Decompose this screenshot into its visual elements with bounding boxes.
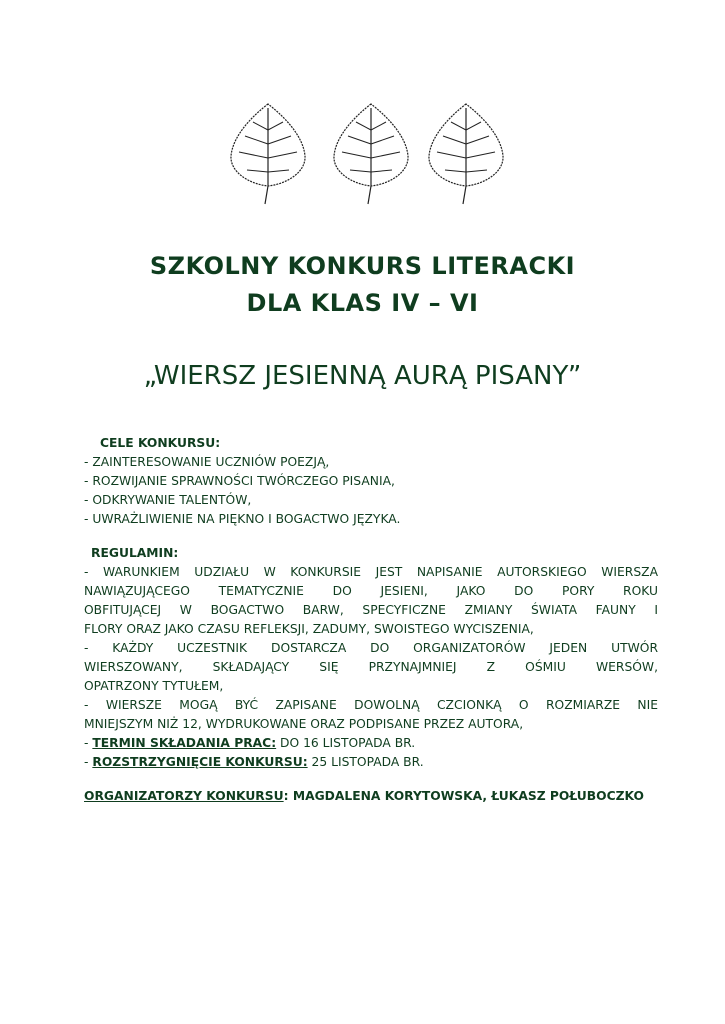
goal-item: - ROZWIJANIE SPRAWNOŚCI TWÓRCZEGO PISANIA,: [84, 474, 395, 488]
results-label: ROZSTRZYGNIĘCIE KONKURSU:: [92, 755, 308, 769]
deadline-value: DO 16 LISTOPADA BR.: [276, 736, 416, 750]
leaf-icon: [330, 100, 412, 230]
rule-line: - WARUNKIEM UDZIAŁU W KONKURSIE JEST NAPISANIE AUTORSKIEGO WIERSZA: [84, 565, 658, 579]
goals-heading: CELE KONKURSU:: [100, 436, 221, 450]
goal-item: - UWRAŻLIWIENIE NA PIĘKNO I BOGACTWO JĘZYKA.: [84, 512, 401, 526]
leaf-icon: [227, 100, 309, 230]
rule-line: OBFITUJĄCEJ W BOGACTWO BARW, SPECYFICZNE ZMIANY ŚWIATA FAUNY I: [84, 603, 658, 617]
contest-grades: DLA KLAS IV – VI: [246, 289, 479, 317]
rule-line: MNIEJSZYM NIŻ 12, WYDRUKOWANE ORAZ PODPISANE PRZEZ AUTORA,: [84, 717, 524, 731]
organizers-colon: :: [283, 789, 289, 803]
rule-line: WIERSZOWANY, SKŁADAJĄCY SIĘ PRZYNAJMNIEJ Z OŚMIU WERSÓW,: [84, 660, 658, 674]
rules-heading: REGULAMIN:: [91, 546, 179, 560]
organizers-line: [84, 787, 658, 806]
results-line: [84, 753, 658, 772]
deadline-line: [84, 734, 658, 753]
deadline-prefix: -: [84, 736, 93, 750]
leaf-icon: [425, 100, 507, 230]
contest-theme: „WIERSZ JESIENNĄ AURĄ PISANY”: [143, 361, 582, 391]
organizers-label: ORGANIZATORZY KONKURSU: [84, 789, 284, 803]
results-prefix: -: [84, 755, 93, 769]
rule-line: - WIERSZE MOGĄ BYĆ ZAPISANE DOWOLNĄ CZCIONKĄ O ROZMIARZE NIE: [84, 698, 658, 712]
leaf-decoration: [0, 100, 725, 235]
results-value: 25 LISTOPADA BR.: [307, 755, 424, 769]
goal-item: - ODKRYWANIE TALENTÓW,: [84, 493, 252, 507]
goal-item: - ZAINTERESOWANIE UCZNIÓW POEZJĄ,: [84, 455, 330, 469]
rule-line: NAWIĄZUJĄCEGO TEMATYCZNIE DO JESIENI, JAKO DO PORY ROKU: [84, 584, 658, 598]
contest-title: SZKOLNY KONKURS LITERACKI: [149, 252, 576, 280]
organizers-names: MAGDALENA KORYTOWSKA, ŁUKASZ POŁUBOCZKO: [288, 789, 644, 803]
rule-line: FLORY ORAZ JAKO CZASU REFLEKSJI, ZADUMY, SWOISTEGO WYCISZENIA,: [84, 622, 534, 636]
rule-line: OPATRZONY TYTUŁEM,: [84, 679, 224, 693]
deadline-label: TERMIN SKŁADANIA PRAC:: [92, 736, 277, 750]
rule-line: - KAŻDY UCZESTNIK DOSTARCZA DO ORGANIZATORÓW JEDEN UTWÓR: [84, 641, 658, 655]
document-body: [84, 434, 658, 806]
